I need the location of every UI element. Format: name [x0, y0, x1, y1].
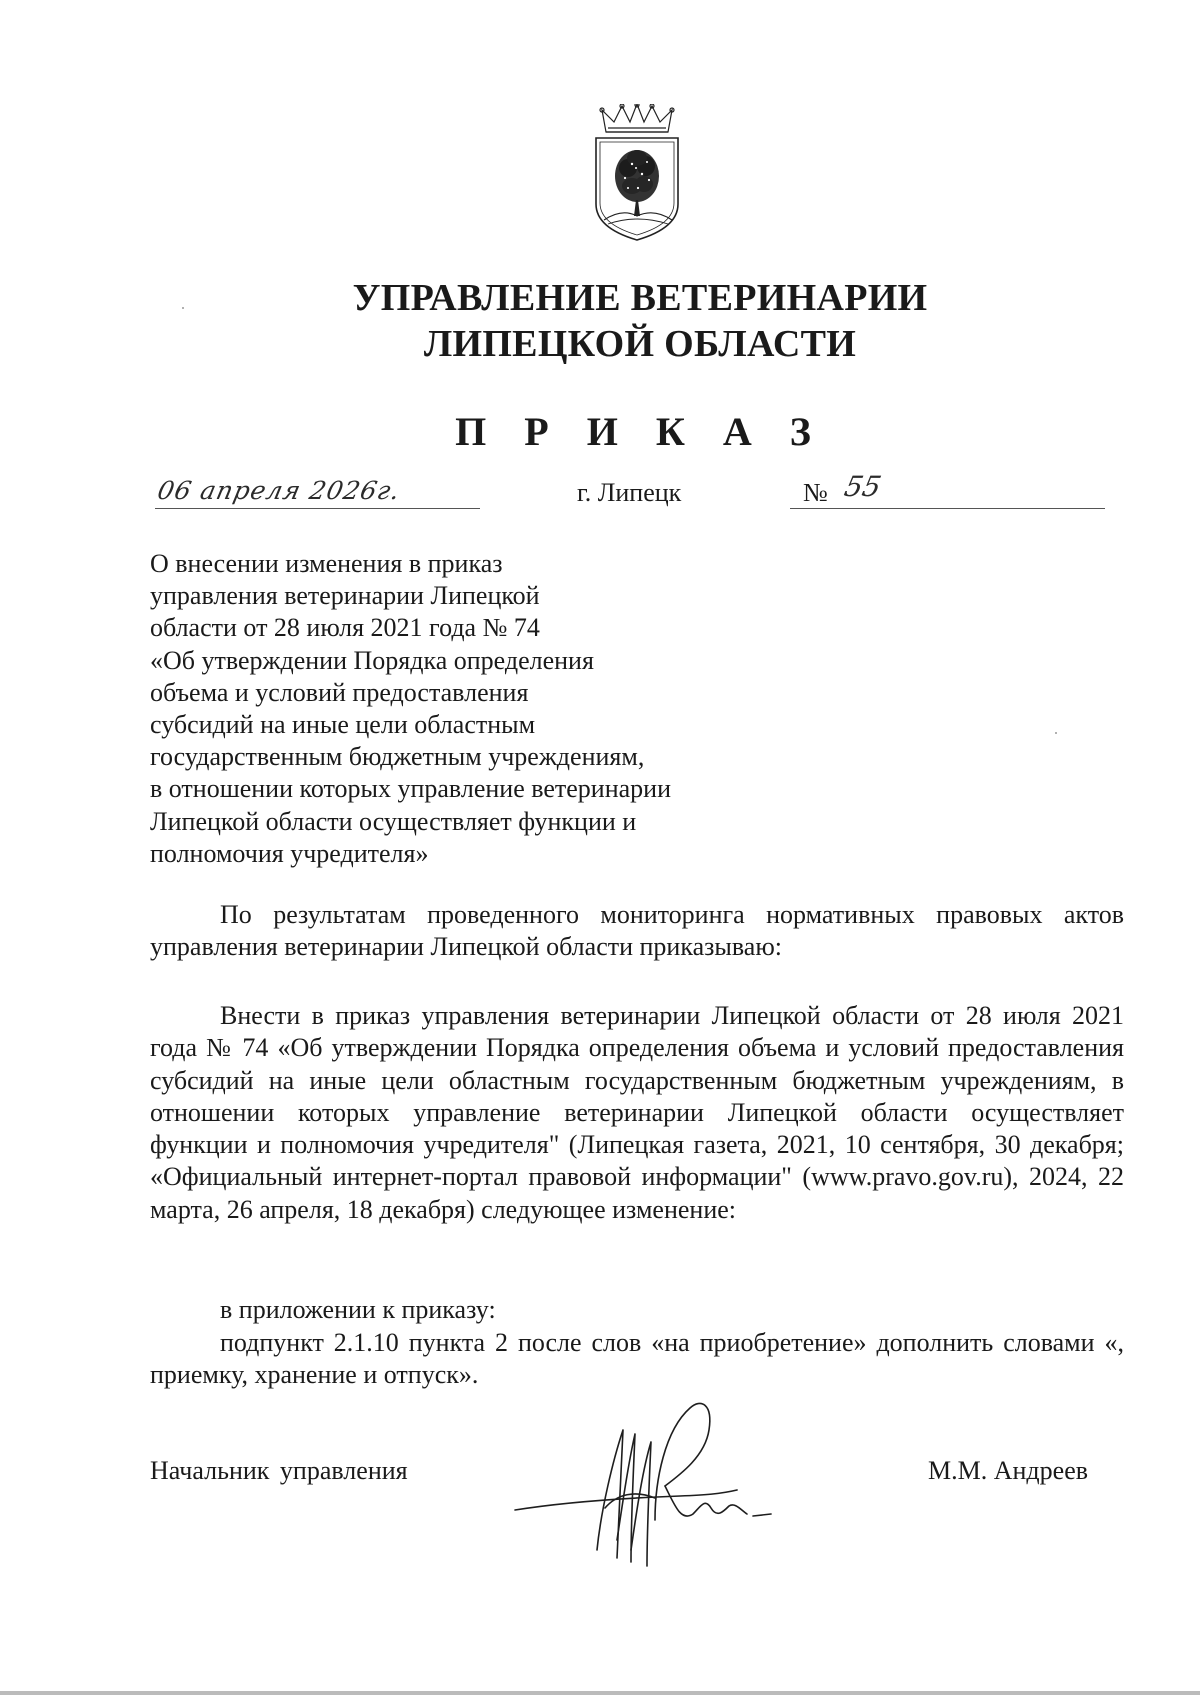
city-label: г. Липецк: [577, 478, 682, 507]
subject-line: О внесении изменения в приказ: [150, 549, 503, 578]
coat-of-arms-icon: [592, 104, 682, 242]
subject-line: «Об утверждении Порядка определения: [150, 645, 594, 675]
number-sign: №: [803, 478, 828, 507]
scan-speck: [1055, 732, 1057, 734]
body-paragraph-monitoring: По результатам проведенного мониторинга нормативных правовых актов управления ветеринарии Липецкой области приказываю:: [150, 900, 1124, 962]
body-paragraph-subclause: подпункт 2.1.10 пункта 2 после слов «на приобретение» дополнить словами «, приемку, хранение и отпуск».: [150, 1328, 1124, 1390]
subject-line: полномочия учредителя»: [150, 838, 429, 868]
signatory-role: Начальник управления: [150, 1456, 408, 1485]
handwritten-signature-icon: [505, 1390, 835, 1580]
body-paragraph-amendment: Внести в приказ управления ветеринарии Липецкой области от 28 июля 2021 года № 74 «Об утверждении Порядка определения объема и условий предоставления субсидий на иные цели областным государственным бюджетным учреждениям, в отношении которых управление ветеринарии Липецкой области осуществляет функции и полномочия учредителя" (Липецкая газета, 2021, 10 сентября, 30 декабря; «Официальный интернет-портал правовой информации" (www.pravo.gov.ru), 2024, 22 марта, 26 апреля, 18 декабря) следующее изменение:: [150, 1001, 1124, 1224]
body-paragraph-appendix: в приложении к приказу:: [220, 1295, 496, 1324]
organization-name-line2: ЛИПЕЦКОЙ ОБЛАСТИ: [423, 323, 857, 365]
subject-line: субсидий на иные цели областным: [150, 710, 536, 740]
subject-line: области от 28 июля 2021 года № 74: [150, 613, 540, 643]
scan-speck: [182, 307, 184, 309]
signatory-name: М.М. Андреев: [928, 1456, 1089, 1485]
subject-line: в отношении которых управление ветеринарии: [150, 774, 672, 804]
handwritten-number: 55: [841, 470, 885, 503]
handwritten-date: 06 апреля 2026г.: [154, 476, 404, 505]
subject-line: Липецкой области осуществляет функции и: [150, 806, 637, 836]
subject-line: объема и условий предоставления: [150, 677, 529, 707]
organization-name-line1: УПРАВЛЕНИЕ ВЕТЕРИНАРИИ: [352, 277, 928, 319]
date-underline: [155, 508, 480, 509]
subject-line: государственным бюджетным учреждениям,: [150, 742, 645, 772]
number-underline: [790, 508, 1105, 509]
order-subject: [150, 548, 750, 870]
document-type-title: П Р И К А З: [455, 409, 825, 454]
scan-edge: [0, 1691, 1200, 1695]
subject-line: управления ветеринарии Липецкой: [150, 581, 540, 611]
